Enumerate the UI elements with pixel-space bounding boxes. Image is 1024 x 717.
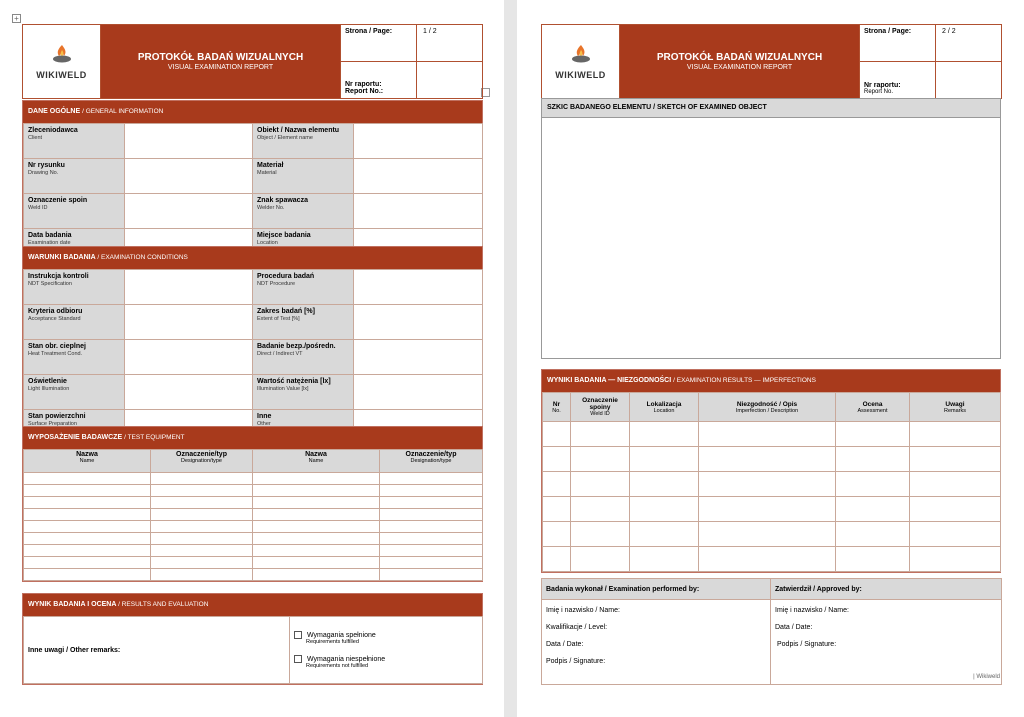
equipment-table-cell[interactable] — [151, 545, 253, 557]
equipment-table-row — [24, 509, 483, 521]
conditions-field-label: Badanie bezp./pośredn. Direct / Indirect VT — [253, 340, 354, 375]
imperfections-table-cell[interactable] — [543, 497, 571, 522]
results-evaluation-section — [22, 593, 483, 685]
imperfections-table-cell[interactable] — [543, 422, 571, 447]
logo-cell — [23, 25, 101, 99]
examination-conditions-title: WARUNKI BADANIA / EXAMINATION CONDITIONS — [23, 247, 482, 269]
equipment-table-cell[interactable] — [151, 569, 253, 581]
general-row — [24, 194, 483, 229]
equipment-table-cell[interactable] — [253, 509, 380, 521]
equipment-table-cell[interactable] — [253, 473, 380, 485]
equipment-table-cell[interactable] — [24, 473, 151, 485]
page-label: Strona / Page: — [860, 25, 936, 62]
performed-by-block[interactable] — [542, 600, 771, 685]
equipment-table-cell[interactable] — [24, 509, 151, 521]
report-no-value[interactable] — [936, 62, 1002, 99]
imperfections-table-cell[interactable] — [571, 547, 630, 572]
page-label: Strona / Page: — [341, 25, 417, 62]
imperfections-column-header: Oznaczenie spoiny Weld ID — [571, 393, 630, 422]
equipment-table-row — [24, 569, 483, 581]
general-field-label: Oznaczenie spoin Weld ID — [24, 194, 125, 229]
test-equipment-section — [22, 426, 483, 582]
equipment-table-cell[interactable] — [24, 557, 151, 569]
imperfections-table-cell[interactable] — [571, 447, 630, 472]
general-field-value[interactable] — [125, 194, 253, 229]
imperfections-table-row — [543, 547, 1001, 572]
equipment-table-cell[interactable] — [380, 509, 483, 521]
document-page-2 — [517, 0, 1024, 717]
general-field-label: Obiekt / Nazwa elementu Object / Element name — [253, 124, 354, 159]
page-number-value[interactable]: 1 / 2 — [417, 25, 483, 62]
imperfections-table-cell[interactable] — [910, 522, 1001, 547]
equipment-table-cell[interactable] — [151, 473, 253, 485]
equipment-table-cell[interactable] — [380, 521, 483, 533]
equipment-table-row — [24, 545, 483, 557]
imperfections-table — [542, 392, 1001, 572]
general-field-label: Zleceniodawca Client — [24, 124, 125, 159]
performed-by-title: Badania wykonał / Examination performed by: — [542, 579, 771, 600]
imperfections-table-cell[interactable] — [630, 547, 699, 572]
imperfections-table-cell[interactable] — [630, 522, 699, 547]
imperfections-table-cell[interactable] — [543, 547, 571, 572]
approved-by-title: Zatwierdził / Approved by: — [771, 579, 1002, 600]
conditions-row — [24, 305, 483, 340]
equipment-column-header: Nazwa Name — [253, 450, 380, 473]
equipment-table-cell[interactable] — [24, 497, 151, 509]
approved-by-block[interactable] — [771, 600, 1002, 685]
brand-wordmark: WIKIWELD — [555, 70, 606, 80]
conditions-row — [24, 270, 483, 305]
imperfections-table-cell[interactable] — [571, 522, 630, 547]
equipment-table-cell[interactable] — [380, 473, 483, 485]
equipment-table-cell[interactable] — [380, 569, 483, 581]
test-equipment-title: WYPOSAŻENIE BADAWCZE / TEST EQUIPMENT — [23, 427, 482, 449]
general-field-value[interactable] — [125, 124, 253, 159]
document-page-1 — [0, 0, 504, 717]
general-field-label: Znak spawacza Welder No. — [253, 194, 354, 229]
equipment-table-cell[interactable] — [151, 509, 253, 521]
equipment-column-header: Oznaczenie/typ Designation/type — [380, 450, 483, 473]
flame-logo-icon — [570, 43, 592, 63]
performer-name-field[interactable]: Imię i nazwisko / Name: — [546, 607, 620, 614]
imperfections-column-header: Lokalizacja Location — [630, 393, 699, 422]
imperfections-table-cell[interactable] — [836, 522, 910, 547]
report-no-value[interactable] — [417, 62, 483, 99]
page-number-value[interactable]: 2 / 2 — [936, 25, 1002, 62]
approver-name-field[interactable]: Imię i nazwisko / Name: — [775, 607, 849, 614]
imperfections-table-cell[interactable] — [543, 472, 571, 497]
general-information-section — [22, 100, 483, 265]
imperfections-table-cell[interactable] — [699, 472, 836, 497]
equipment-table-cell[interactable] — [151, 485, 253, 497]
equipment-table-cell[interactable] — [24, 569, 151, 581]
conditions-field-label: Inne Other — [253, 410, 354, 445]
conditions-field-label: Stan obr. cieplnej Heat Treatment Cond. — [24, 340, 125, 375]
equipment-table-cell[interactable] — [253, 521, 380, 533]
equipment-table-cell[interactable] — [380, 557, 483, 569]
equipment-table-cell[interactable] — [253, 497, 380, 509]
imperfections-table-row — [543, 422, 1001, 447]
general-row — [24, 124, 483, 159]
imperfections-table-cell[interactable] — [630, 497, 699, 522]
checkbox-icon[interactable] — [294, 655, 302, 663]
title-en: VISUAL EXAMINATION REPORT — [167, 64, 274, 71]
examination-conditions-grid — [23, 269, 483, 445]
equipment-table-cell[interactable] — [380, 533, 483, 545]
results-evaluation-table — [23, 616, 483, 684]
brand-wordmark: WIKIWELD — [36, 70, 87, 80]
conditions-field-label: Kryteria odbioru Acceptance Standard — [24, 305, 125, 340]
imperfections-table-cell[interactable] — [836, 547, 910, 572]
conditions-field-label: Procedura badań NDT Procedure — [253, 270, 354, 305]
signatures-table — [541, 578, 1002, 685]
conditions-row — [24, 340, 483, 375]
equipment-table-row — [24, 497, 483, 509]
general-field-label: Nr rysunku Drawing No. — [24, 159, 125, 194]
general-field-value[interactable] — [354, 124, 483, 159]
page-gap — [504, 0, 517, 717]
conditions-field-value[interactable] — [354, 270, 483, 305]
imperfections-title: WYNIKI BADANIA — NIEZGODNOŚCI / EXAMINATION RESULTS — IMPERFECTIONS — [542, 370, 1000, 392]
requirements-not-fulfilled-option[interactable]: Wymagania niespełnione Requirements not fulfilled — [294, 653, 482, 671]
conditions-field-value[interactable] — [125, 340, 253, 375]
imperfections-table-cell[interactable] — [630, 472, 699, 497]
general-field-value[interactable] — [125, 159, 253, 194]
equipment-table-cell[interactable] — [253, 557, 380, 569]
page-footer: | Wikiweld — [973, 674, 1000, 680]
conditions-row — [24, 375, 483, 410]
equipment-table-cell[interactable] — [380, 485, 483, 497]
equipment-table-cell[interactable] — [151, 557, 253, 569]
title-en: VISUAL EXAMINATION REPORT — [686, 64, 793, 71]
imperfections-table-cell[interactable] — [910, 547, 1001, 572]
report-header — [22, 24, 483, 99]
report-title — [620, 25, 860, 99]
conditions-field-value[interactable] — [125, 305, 253, 340]
equipment-table-cell[interactable] — [253, 545, 380, 557]
equipment-table-cell[interactable] — [253, 533, 380, 545]
equipment-table-row — [24, 533, 483, 545]
examination-conditions-section — [22, 246, 483, 446]
imperfections-table-row — [543, 447, 1001, 472]
equipment-table-cell[interactable] — [24, 545, 151, 557]
imperfections-table-cell[interactable] — [910, 422, 1001, 447]
imperfections-table-cell[interactable] — [630, 447, 699, 472]
performer-level-field[interactable]: Kwalifikacje / Level: — [546, 624, 608, 631]
evaluation-options — [290, 617, 483, 684]
general-information-grid — [23, 123, 483, 264]
equipment-table-cell[interactable] — [24, 485, 151, 497]
flame-logo-icon — [51, 43, 73, 63]
imperfections-column-header: Ocena Assessment — [836, 393, 910, 422]
report-no-label: Nr raportu: Report No.: — [341, 62, 417, 99]
imperfections-table-cell[interactable] — [571, 497, 630, 522]
approver-signature-field[interactable]: Podpis / Signature: — [777, 641, 837, 648]
imperfections-table-cell[interactable] — [571, 472, 630, 497]
sketch-section — [541, 98, 1001, 359]
test-equipment-table — [23, 449, 483, 581]
imperfections-table-row — [543, 497, 1001, 522]
conditions-field-label: Stan powierzchni Surface Preparation — [24, 410, 125, 445]
imperfections-table-cell[interactable] — [836, 447, 910, 472]
imperfections-column-header: Uwagi Remarks — [910, 393, 1001, 422]
imperfections-table-cell[interactable] — [910, 497, 1001, 522]
conditions-field-value[interactable] — [354, 305, 483, 340]
report-no-label: Nr raportu: Report No. — [860, 62, 936, 99]
equipment-table-cell[interactable] — [151, 497, 253, 509]
equipment-table-cell[interactable] — [151, 533, 253, 545]
imperfections-table-cell[interactable] — [699, 422, 836, 447]
sketch-title: SZKIC BADANEGO ELEMENTU / SKETCH OF EXAMINED OBJECT — [542, 99, 1000, 118]
results-evaluation-title: WYNIK BADANIA I OCENA / RESULTS AND EVALUATION — [23, 594, 482, 616]
equipment-column-header: Nazwa Name — [24, 450, 151, 473]
logo-cell — [542, 25, 620, 99]
equipment-table-row — [24, 557, 483, 569]
imperfections-table-row — [543, 522, 1001, 547]
equipment-table-cell[interactable] — [24, 521, 151, 533]
conditions-field-label: Zakres badań [%] Extent of Test [%] — [253, 305, 354, 340]
equipment-table-row — [24, 521, 483, 533]
imperfections-table-cell[interactable] — [836, 497, 910, 522]
approver-date-field[interactable]: Data / Date: — [775, 624, 813, 631]
equipment-table-cell[interactable] — [253, 485, 380, 497]
imperfections-table-cell[interactable] — [571, 422, 630, 447]
conditions-field-label: Instrukcja kontroli NDT Specification — [24, 270, 125, 305]
imperfections-table-cell[interactable] — [836, 422, 910, 447]
equipment-table-row — [24, 485, 483, 497]
conditions-field-value[interactable] — [354, 340, 483, 375]
imperfections-table-cell[interactable] — [910, 447, 1001, 472]
general-field-value[interactable] — [354, 194, 483, 229]
imperfections-table-cell[interactable] — [699, 522, 836, 547]
imperfections-table-cell[interactable] — [543, 522, 571, 547]
table-move-handle-icon[interactable]: + — [12, 14, 21, 23]
imperfections-column-header: Niezgodność / Opis Imperfection / Description — [699, 393, 836, 422]
imperfections-section — [541, 369, 1001, 573]
checkbox-icon[interactable] — [294, 631, 302, 639]
title-pl: PROTOKÓŁ BADAŃ WIZUALNYCH — [137, 52, 304, 63]
conditions-field-value[interactable] — [125, 375, 253, 410]
imperfections-table-cell[interactable] — [630, 422, 699, 447]
conditions-field-label: Oświetlenie Light Illumination — [24, 375, 125, 410]
performer-date-field[interactable]: Data / Date: — [546, 641, 584, 648]
equipment-column-header: Oznaczenie/typ Designation/type — [151, 450, 253, 473]
equipment-table-cell[interactable] — [24, 533, 151, 545]
conditions-field-value[interactable] — [354, 375, 483, 410]
equipment-table-cell[interactable] — [151, 521, 253, 533]
report-header-page-2 — [541, 24, 1002, 99]
imperfections-column-header: Nr No. — [543, 393, 571, 422]
imperfections-table-row — [543, 472, 1001, 497]
conditions-field-value[interactable] — [125, 270, 253, 305]
requirements-fulfilled-option[interactable]: Wymagania spełnione Requirements fulfilled — [294, 629, 482, 647]
performer-signature-field[interactable]: Podpis / Signature: — [546, 658, 606, 665]
imperfections-table-cell[interactable] — [910, 472, 1001, 497]
conditions-field-label: Wartość natężenia [lx] Illumination Value [lx] — [253, 375, 354, 410]
general-field-label: Data badania Examination date — [24, 229, 125, 264]
imperfections-table-cell[interactable] — [836, 472, 910, 497]
imperfections-table-cell[interactable] — [543, 447, 571, 472]
other-remarks-field[interactable]: Inne uwagi / Other remarks: — [24, 617, 290, 684]
report-title — [101, 25, 341, 99]
equipment-table-cell[interactable] — [380, 497, 483, 509]
imperfections-table-cell[interactable] — [699, 447, 836, 472]
general-field-label: Miejsce badania Location — [253, 229, 354, 264]
equipment-table-cell[interactable] — [253, 569, 380, 581]
title-pl: PROTOKÓŁ BADAŃ WIZUALNYCH — [656, 52, 823, 63]
equipment-table-cell[interactable] — [380, 545, 483, 557]
sketch-area[interactable] — [542, 118, 1000, 358]
general-field-value[interactable] — [354, 159, 483, 194]
imperfections-table-cell[interactable] — [699, 547, 836, 572]
equipment-table-row — [24, 473, 483, 485]
imperfections-table-cell[interactable] — [699, 497, 836, 522]
general-information-title: DANE OGÓLNE / GENERAL INFORMATION — [23, 101, 482, 123]
general-row — [24, 159, 483, 194]
general-field-label: Materiał Material — [253, 159, 354, 194]
